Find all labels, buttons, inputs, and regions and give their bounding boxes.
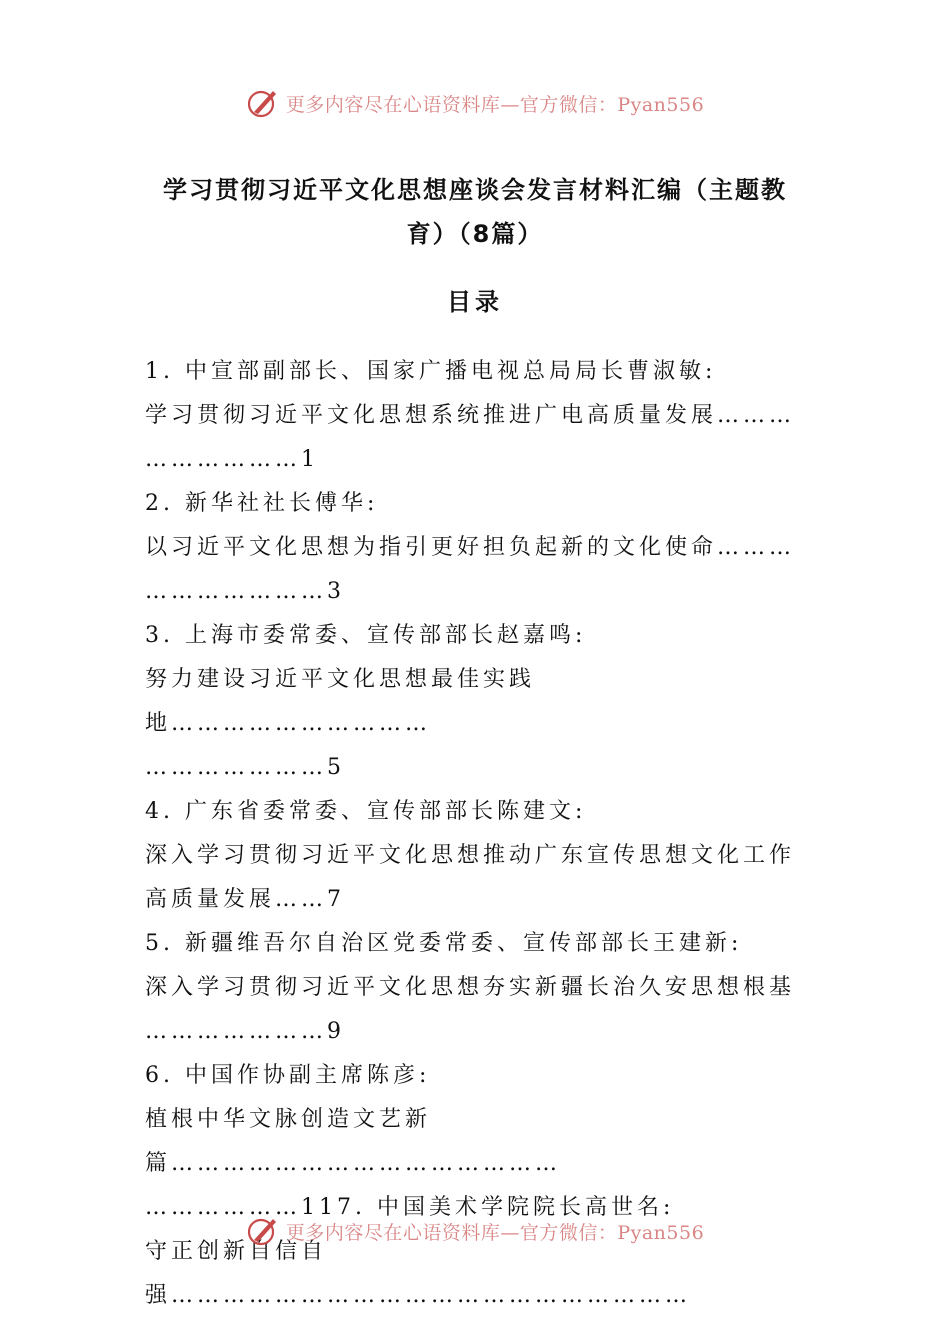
table-of-contents [145, 350, 810, 1318]
toc-entry-6-title[interactable]: 植根中华文脉创造文艺新篇……………………………………… [145, 1107, 562, 1176]
toc-entry-5-author[interactable]: 5. 新疆维吾尔自治区党委常委、宣传部部长王建新: [145, 931, 743, 956]
toc-entry-5-title[interactable]: 深入学习贯彻习近平文化思想夯实新疆长治久安思想根基 [145, 975, 796, 1000]
toc-entry-1-author[interactable]: 1. 中宣部副部长、国家广播电视总局局长曹淑敏: [145, 359, 717, 384]
toc-entry-3-author[interactable]: 3. 上海市委常委、宣传部部长赵嘉鸣: [145, 623, 587, 648]
toc-entry-2-title[interactable]: 以习近平文化思想为指引更好担负起新的文化使命……… [145, 535, 796, 560]
watermark-text: 更多内容尽在心语资料库—官方微信：Pyan556 [285, 93, 705, 116]
toc-entry-1-title[interactable]: 学习贯彻习近平文化思想系统推进广电高质量发展……… [145, 403, 796, 428]
toc-entry-1-page[interactable]: ………………1 [145, 447, 319, 472]
toc-entry-4-author[interactable]: 4. 广东省委常委、宣传部部长陈建文: [145, 799, 587, 824]
toc-entry-6-author[interactable]: 6. 中国作协副主席陈彦: [145, 1063, 431, 1088]
footer-watermark [0, 1211, 950, 1251]
header-watermark [0, 83, 950, 123]
toc-entry-3-page[interactable]: …………………5 [145, 755, 345, 780]
toc-entry-2-page[interactable]: …………………3 [145, 579, 345, 604]
toc-entry-4-title-cont[interactable]: 高质量发展……7 [145, 887, 345, 912]
toc-entry-2-author[interactable]: 2. 新华社社长傅华: [145, 491, 379, 516]
quill-pen-circle-logo [246, 86, 280, 120]
toc-entry-5-page[interactable]: …………………9 [145, 1019, 345, 1044]
toc-heading: 目录 [447, 288, 503, 316]
watermark-text: 更多内容尽在心语资料库—官方微信：Pyan556 [285, 1221, 705, 1244]
quill-pen-circle-logo [246, 1214, 280, 1248]
toc-entry-7-title[interactable]: 守正创新自信自强…………………………………………………… [145, 1239, 692, 1308]
toc-entry-4-title[interactable]: 深入学习贯彻习近平文化思想推动广东宣传思想文化工作 [145, 843, 796, 868]
toc-entry-6-page-7-author[interactable]: ………………117. 中国美术学院院长高世名: [145, 1195, 675, 1220]
document-title: 学习贯彻习近平文化思想座谈会发言材料汇编（主题教育）（8篇） [163, 176, 787, 248]
toc-entry-3-title[interactable]: 努力建设习近平文化思想最佳实践地………………………… [145, 667, 536, 736]
